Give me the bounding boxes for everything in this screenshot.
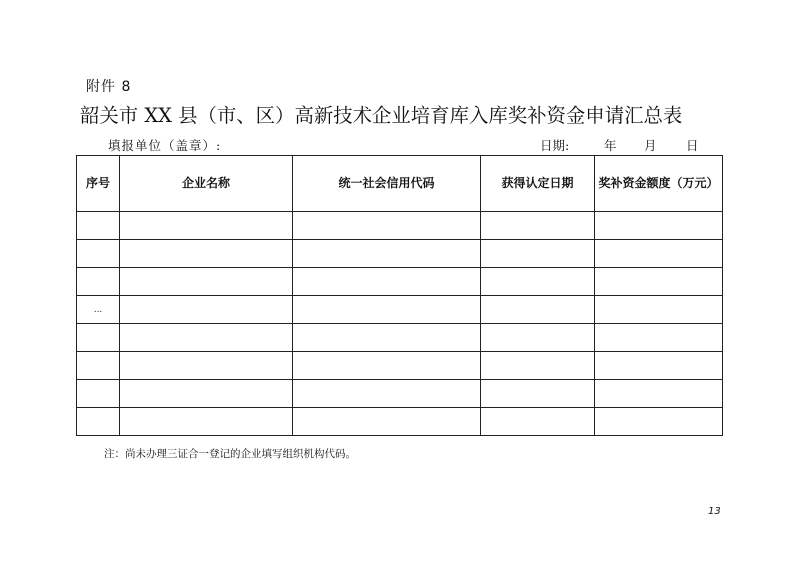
table-cell[interactable] (595, 408, 723, 436)
document-title: 韶关市 XX 县（市、区）高新技术企业培育库入库奖补资金申请汇总表 (80, 104, 683, 127)
table-cell[interactable] (120, 296, 293, 324)
header-company-name: 企业名称 (120, 156, 293, 212)
table-cell[interactable] (595, 352, 723, 380)
table-cell[interactable] (293, 408, 481, 436)
attachment-label: 附件 8 (86, 79, 132, 95)
table-cell[interactable] (77, 268, 120, 296)
date-label: 日期: (540, 138, 570, 153)
table-cell[interactable] (120, 352, 293, 380)
table-cell[interactable] (293, 324, 481, 352)
table-cell[interactable] (120, 212, 293, 240)
header-credit-code: 统一社会信用代码 (293, 156, 481, 212)
table-row (77, 296, 723, 324)
table-row (77, 380, 723, 408)
table-row (77, 408, 723, 436)
table-cell[interactable] (293, 296, 481, 324)
table-row (77, 352, 723, 380)
table-cell[interactable] (120, 268, 293, 296)
table-cell[interactable] (120, 380, 293, 408)
table-cell[interactable] (77, 380, 120, 408)
header-recognition-date: 获得认定日期 (481, 156, 595, 212)
table-cell[interactable] (77, 352, 120, 380)
table-cell[interactable] (595, 296, 723, 324)
footnote: 注：尚未办理三证合一登记的企业填写组织机构代码。 (104, 448, 356, 460)
table-cell[interactable] (77, 324, 120, 352)
table-cell[interactable] (120, 324, 293, 352)
page-number: 13 (708, 506, 721, 517)
day-label: 日 (686, 138, 699, 153)
table-cell[interactable] (481, 408, 595, 436)
month-label: 月 (644, 138, 657, 153)
ellipsis-cell[interactable]: ... (77, 296, 120, 324)
table-cell[interactable] (481, 268, 595, 296)
table-row (77, 268, 723, 296)
table-cell[interactable] (481, 352, 595, 380)
table-cell[interactable] (120, 240, 293, 268)
table-cell[interactable] (77, 240, 120, 268)
table-cell[interactable] (77, 212, 120, 240)
table-cell[interactable] (293, 352, 481, 380)
table-row (77, 324, 723, 352)
summary-table (76, 155, 723, 436)
table-row (77, 240, 723, 268)
table-cell[interactable] (595, 268, 723, 296)
year-label: 年 (604, 138, 617, 153)
table-cell[interactable] (481, 296, 595, 324)
table-cell[interactable] (595, 212, 723, 240)
table-cell[interactable] (595, 380, 723, 408)
table-cell[interactable] (481, 324, 595, 352)
table-cell[interactable] (120, 408, 293, 436)
table-cell[interactable] (293, 380, 481, 408)
table-cell[interactable] (481, 240, 595, 268)
table-cell[interactable] (595, 324, 723, 352)
table-cell[interactable] (293, 268, 481, 296)
table-cell[interactable] (481, 380, 595, 408)
table-cell[interactable] (481, 212, 595, 240)
header-subsidy-amount: 奖补资金额度（万元） (595, 156, 723, 212)
table-cell[interactable] (293, 212, 481, 240)
table-cell[interactable] (595, 240, 723, 268)
header-serial-number: 序号 (77, 156, 120, 212)
table-cell[interactable] (77, 408, 120, 436)
table-cell[interactable] (293, 240, 481, 268)
table-row (77, 212, 723, 240)
filler-unit-label: 填报单位（盖章）: (108, 138, 222, 153)
table-header-row (77, 156, 723, 212)
